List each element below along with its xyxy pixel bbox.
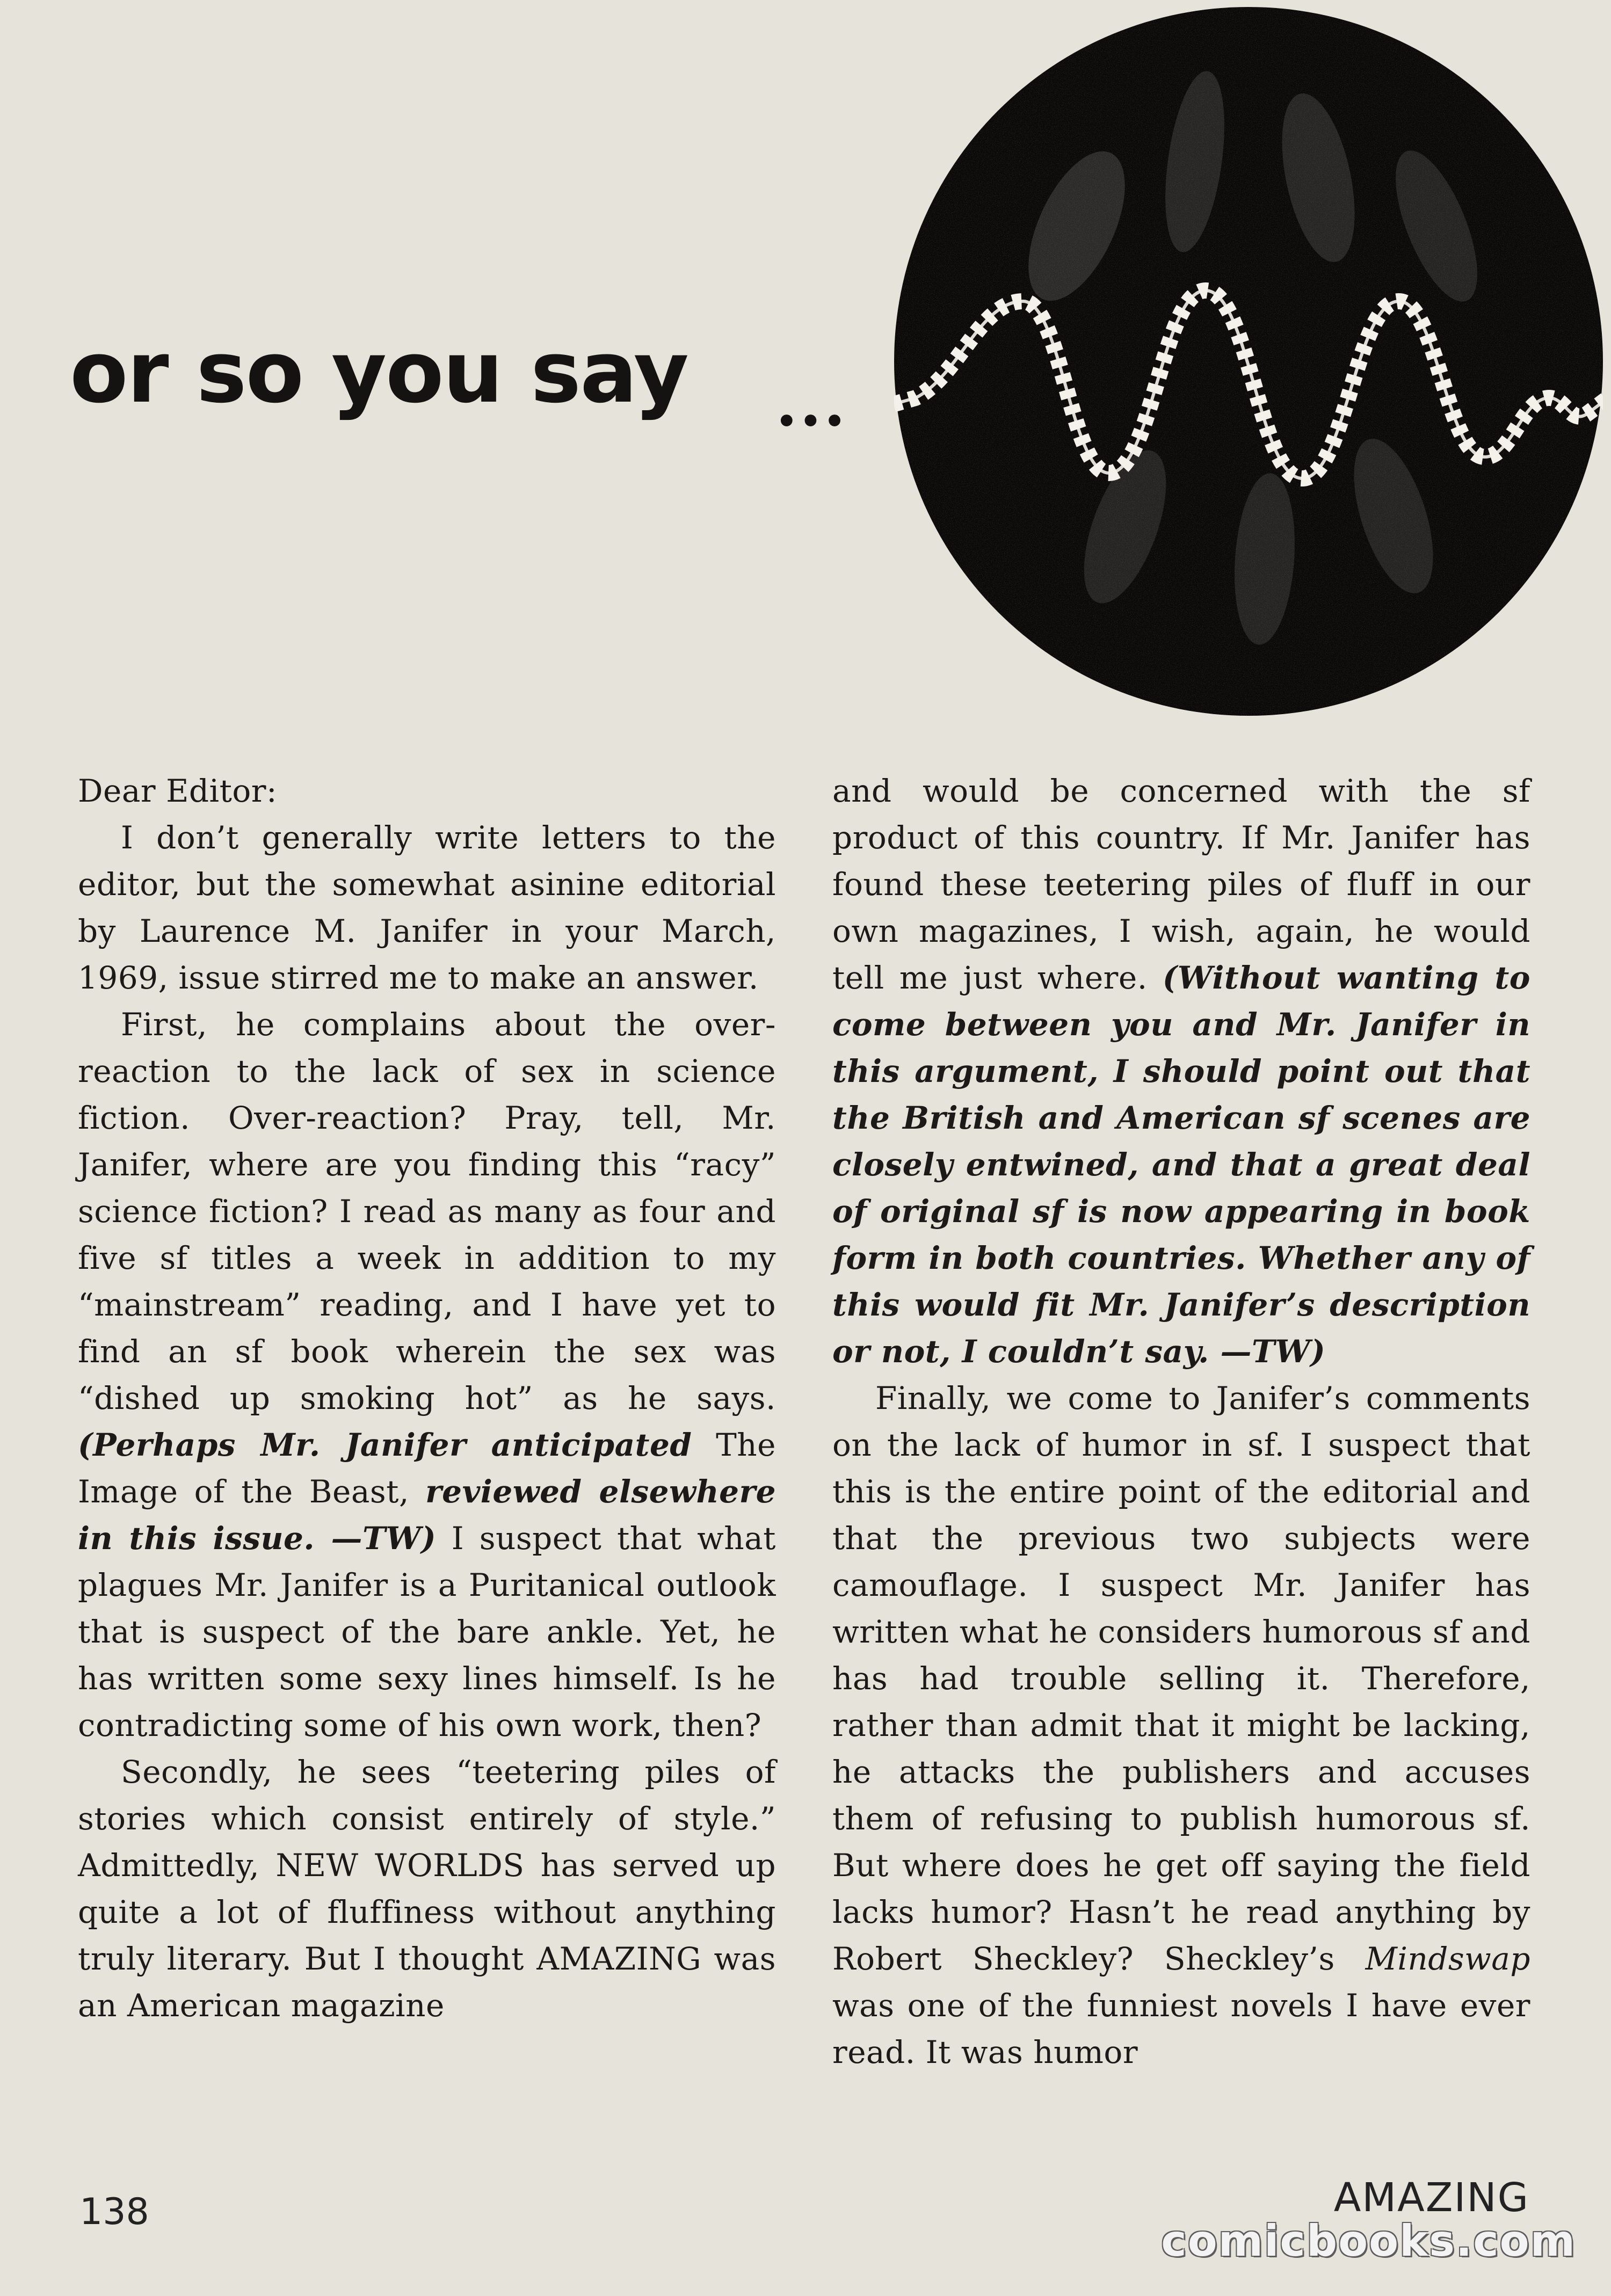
paragraph-text: First, he complains about the over-reaction to the lack of sex in science fiction. Over-reaction? Pray, tell, Mr. Janifer, where are you finding this “racy” science fiction? I read as many as four and five sf titles a week in addition to my “mainstream” reading, and I have yet to find an sf book wherein the sex was “dished up smoking hot” as he says. <box>78 1006 776 1416</box>
paragraph-text: Finally, we come to Janifer’s comments on the lack of humor in sf. I suspect that this is the entire point of the editorial and that the previous two subjects were camouflage. I suspect Mr. Janifer has written what he considers humorous sf and has had trouble selling it. Therefore, rather than admit that it might be lacking, he attacks the publishers and accuses them of refusing to publish humorous sf. But where does he get off saying the field lacks humor? Hasn’t he read anything by Robert Sheckley? Sheckley’s <box>832 1380 1530 1977</box>
letter-paragraph: I don’t generally write letters to the editor, but the somewhat asinine editorial by Laurence M. Janifer in your March, 1969, issue stirred me to make an answer. <box>78 819 776 996</box>
letter-salutation: Dear Editor: <box>78 773 278 809</box>
watermark: comicbooks.com <box>1161 2216 1576 2266</box>
running-head: AMAZING <box>1333 2175 1529 2221</box>
title-ellipsis: ••• <box>776 402 848 441</box>
paragraph-text: was one of the funniest novels I have ever read. It was humor <box>832 1987 1530 2070</box>
book-title: The Image of the Beast, <box>78 1427 776 1510</box>
letter-column-right <box>832 768 1530 2076</box>
page-number: 138 <box>79 2191 149 2233</box>
editor-note: reviewed elsewhere in this issue. —TW) <box>78 1473 777 1557</box>
page-title: or so you say <box>70 323 688 422</box>
paragraph-text: I suspect that what plagues Mr. Janifer is a Puritanical outlook that is suspect of the bare ankle. Yet, he has written some sexy lines himself. Is he contradicting some of his own work, then? <box>78 1520 776 1743</box>
paragraph-text: and would be concerned with the sf product of this country. If Mr. Janifer has found these teetering piles of fluff in our own magazines, I wish, again, he would tell me just where. <box>832 773 1530 996</box>
letter-paragraph <box>832 768 1530 1375</box>
letter-paragraph <box>78 1001 776 1749</box>
oscilloscope-wave-icon <box>894 1 1603 723</box>
letter-paragraph: Secondly, he sees “teetering piles of stories which consist entirely of style.” Admittedly, NEW WORLDS has served up quite a lot of fluffiness without anything truly literary. But I thought AMAZING was an American magazine <box>78 1754 776 2024</box>
editor-note: (Perhaps Mr. Janifer anticipated <box>78 1427 692 1463</box>
editor-note: (Without wanting to come between you and Mr. Janifer in this argument, I should point out that the British and American sf scenes are closely entwined, and that a great deal of original sf is now appearing in book form in both countries. Whether any of this would fit Mr. Janifer’s description or not, I couldn’t say. —TW) <box>832 960 1530 1370</box>
letter-paragraph <box>832 1375 1530 2076</box>
book-title: Mindswap <box>1365 1941 1530 1977</box>
letter-column-left <box>78 768 776 2029</box>
